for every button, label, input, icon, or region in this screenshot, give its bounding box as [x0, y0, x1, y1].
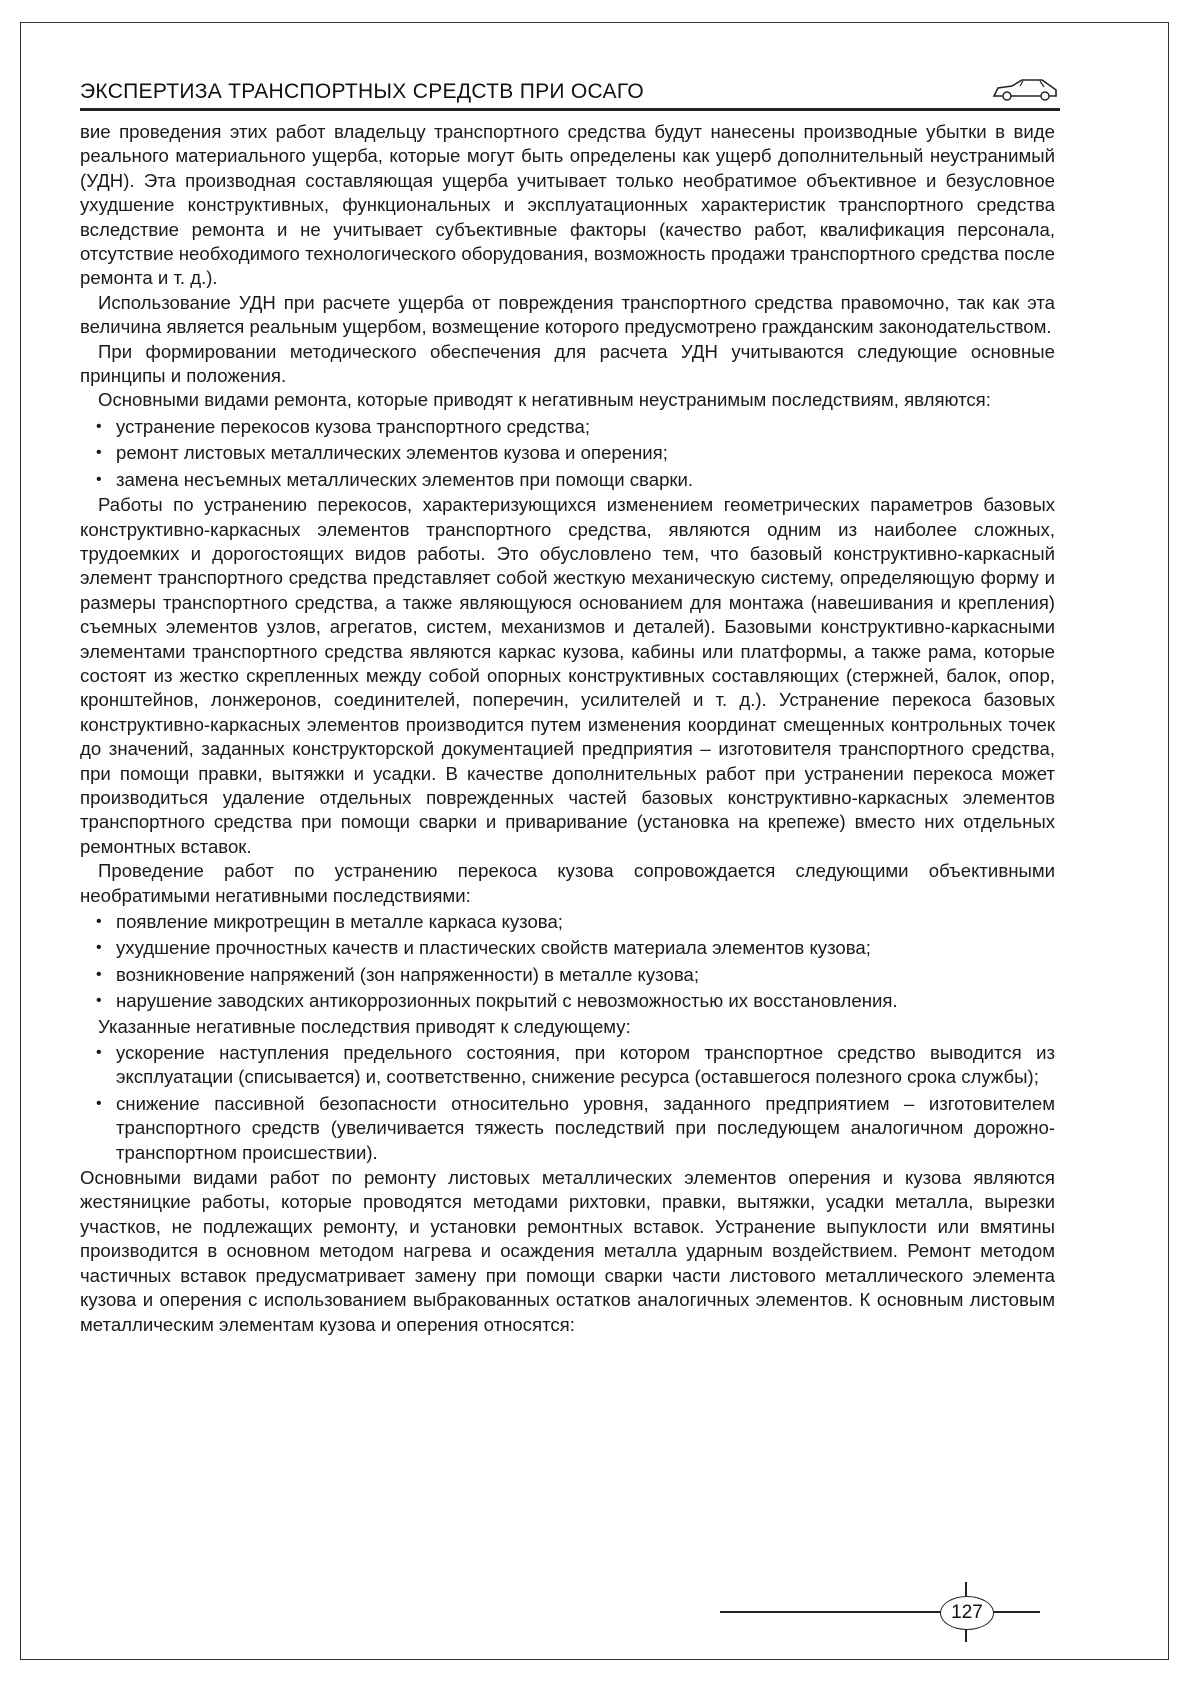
- bullet-icon: •: [96, 1094, 102, 1112]
- bullet-icon: •: [96, 965, 102, 983]
- bullet-icon: •: [96, 444, 102, 462]
- footer-tick: [965, 1628, 967, 1642]
- list-item: • нарушение заводских антикоррозионных покрытий с невозможностью их восстановления.: [80, 989, 1055, 1013]
- running-header: [80, 68, 1060, 111]
- list-item: • замена несъемных металлических элементов при помощи сварки.: [80, 468, 1055, 492]
- bullet-icon: •: [96, 992, 102, 1010]
- list-item: • снижение пассивной безопасности относительно уровня, заданного предприятием – изготовителем транспортного средств (увеличивается тяжесть последствий при последующем аналогичном дорожно-транспортном происшествии).: [96, 1092, 1055, 1163]
- bullet-icon: •: [96, 939, 102, 957]
- list-item: • устранение перекосов кузова транспортного средства;: [80, 415, 1055, 439]
- paragraph: Указанные негативные последствия приводят к следующему:: [98, 1015, 631, 1037]
- bullet-icon: •: [96, 913, 102, 930]
- paragraph: вие проведения этих работ владельцу транспортного средства будут нанесены производные убытки в виде реального материального ущерба, которые могут быть определены как ущерб дополнительный неустранимый (УДН). Эта производная составляющая ущерба учитывает только необратимое объективное и безусловное ухудшение конструктивных, функциональных и эксплуатационных характеристик транспортного средства вследствие ремонта и не учитывает субъективные факторы (качество работ, квалификация персонала, отсутствие необходимого технологического оборудования, возможность продажи транспортного средства после ремонта и т. д.).: [80, 121, 1055, 289]
- bullet-icon: •: [96, 417, 102, 435]
- bullet-list: [80, 1041, 1055, 1165]
- paragraph: При формировании методического обеспечения для расчета УДН учитываются следующие основные принципы и положения.: [80, 340, 1055, 387]
- bullet-list: [80, 910, 1055, 1014]
- paragraph: Основными видами работ по ремонту листовых металлических элементов оперения и кузова являются жестяницкие работы, которые проводятся методами рихтовки, правки, вытяжки, усадки металла, вырезки участков, не подлежащих ремонту, и установки ремонтных вставок. Устранение выпуклости или вмятины производится в основном методом нагрева и осаждения металла ударным воздействием. Ремонт методом частичных вставок предусматривает замену при помощи сварки части листового металлического элемента кузова и оперения с использованием выбракованных остатков аналогичных элементов. К основным листовым металлическим элементам кузова и оперения относятся:: [80, 1167, 1055, 1335]
- paragraph: Работы по устранению перекосов, характеризующихся изменением геометрических параметров базовых конструктивно-каркасных элементов транспортного средства, являются одним из наиболее сложных, трудоемких и дорогостоящих видов работы. Это обусловлено тем, что базовый конструктивно-каркасный элемент транспортного средства представляет собой жесткую механическую систему, определяющую форму и размеры транспортного средства, а также являющуюся основанием для монтажа (навешивания и крепления) съемных элементов узлов, агрегатов, систем, механизмов и деталей). Базовыми конструктивно-каркасными элементами транспортного средства являются каркас кузова, кабины или платформы, а также рама, которые состоят из жестко скрепленных между собой опорных конструктивных составляющих (стержней, балок, опор, кронштейнов, лонжеронов, соединителей, поперечин, усилителей и т. д.). Устранение перекоса базовых конструктивно-каркасных элементов производится путем изменения координат смещенных контрольных точек до значений, заданных конструкторской документацией предприятия – изготовителя транспортного средства, при помощи правки, вытяжки и усадки. В качестве дополнительных работ при устранении перекоса может производиться удаление отдельных поврежденных частей базовых конструктивно-каркасных элементов транспортного средства при помощи сварки и приваривание (установка на крепеже) вместо них отдельных ремонтных вставок.: [80, 494, 1055, 857]
- bullet-icon: •: [96, 1044, 102, 1062]
- paragraph: Использование УДН при расчете ущерба от повреждения транспортного средства правомочно, так как эта величина является реальным ущербом, возмещение которого предусмотрено гражданским законодательством.: [80, 291, 1055, 338]
- page-number: 127: [940, 1596, 994, 1630]
- page-footer: [720, 1582, 1050, 1642]
- list-item: • появление микротрещин в металле каркаса кузова;: [80, 910, 1055, 934]
- list-item: • ускорение наступления предельного состояния, при котором транспортное средство выводится из эксплуатации (списывается) и, соответственно, снижение ресурса (оставшегося полезного срока службы);: [96, 1042, 1055, 1088]
- car-icon: [990, 76, 1060, 104]
- bullet-list: [80, 415, 1055, 492]
- header-title: ЭКСПЕРТИЗА ТРАНСПОРТНЫХ СРЕДСТВ ПРИ ОСАГО: [80, 80, 644, 103]
- paragraph: Основными видами ремонта, которые приводят к негативным неустранимым последствиям, являются:: [98, 389, 991, 411]
- list-item: • возникновение напряжений (зон напряженности) в металле кузова;: [80, 963, 1055, 987]
- bullet-icon: •: [96, 470, 102, 488]
- list-item: • ухудшение прочностных качеств и пластических свойств материала элементов кузова;: [80, 936, 1055, 960]
- paragraph: Проведение работ по устранению перекоса кузова сопровождается следующими объективными необратимыми негативными последствиями:: [80, 860, 1055, 906]
- list-item: • ремонт листовых металлических элементов кузова и оперения;: [80, 441, 1055, 465]
- footer-tick: [965, 1582, 967, 1596]
- page-body: [80, 120, 1055, 1337]
